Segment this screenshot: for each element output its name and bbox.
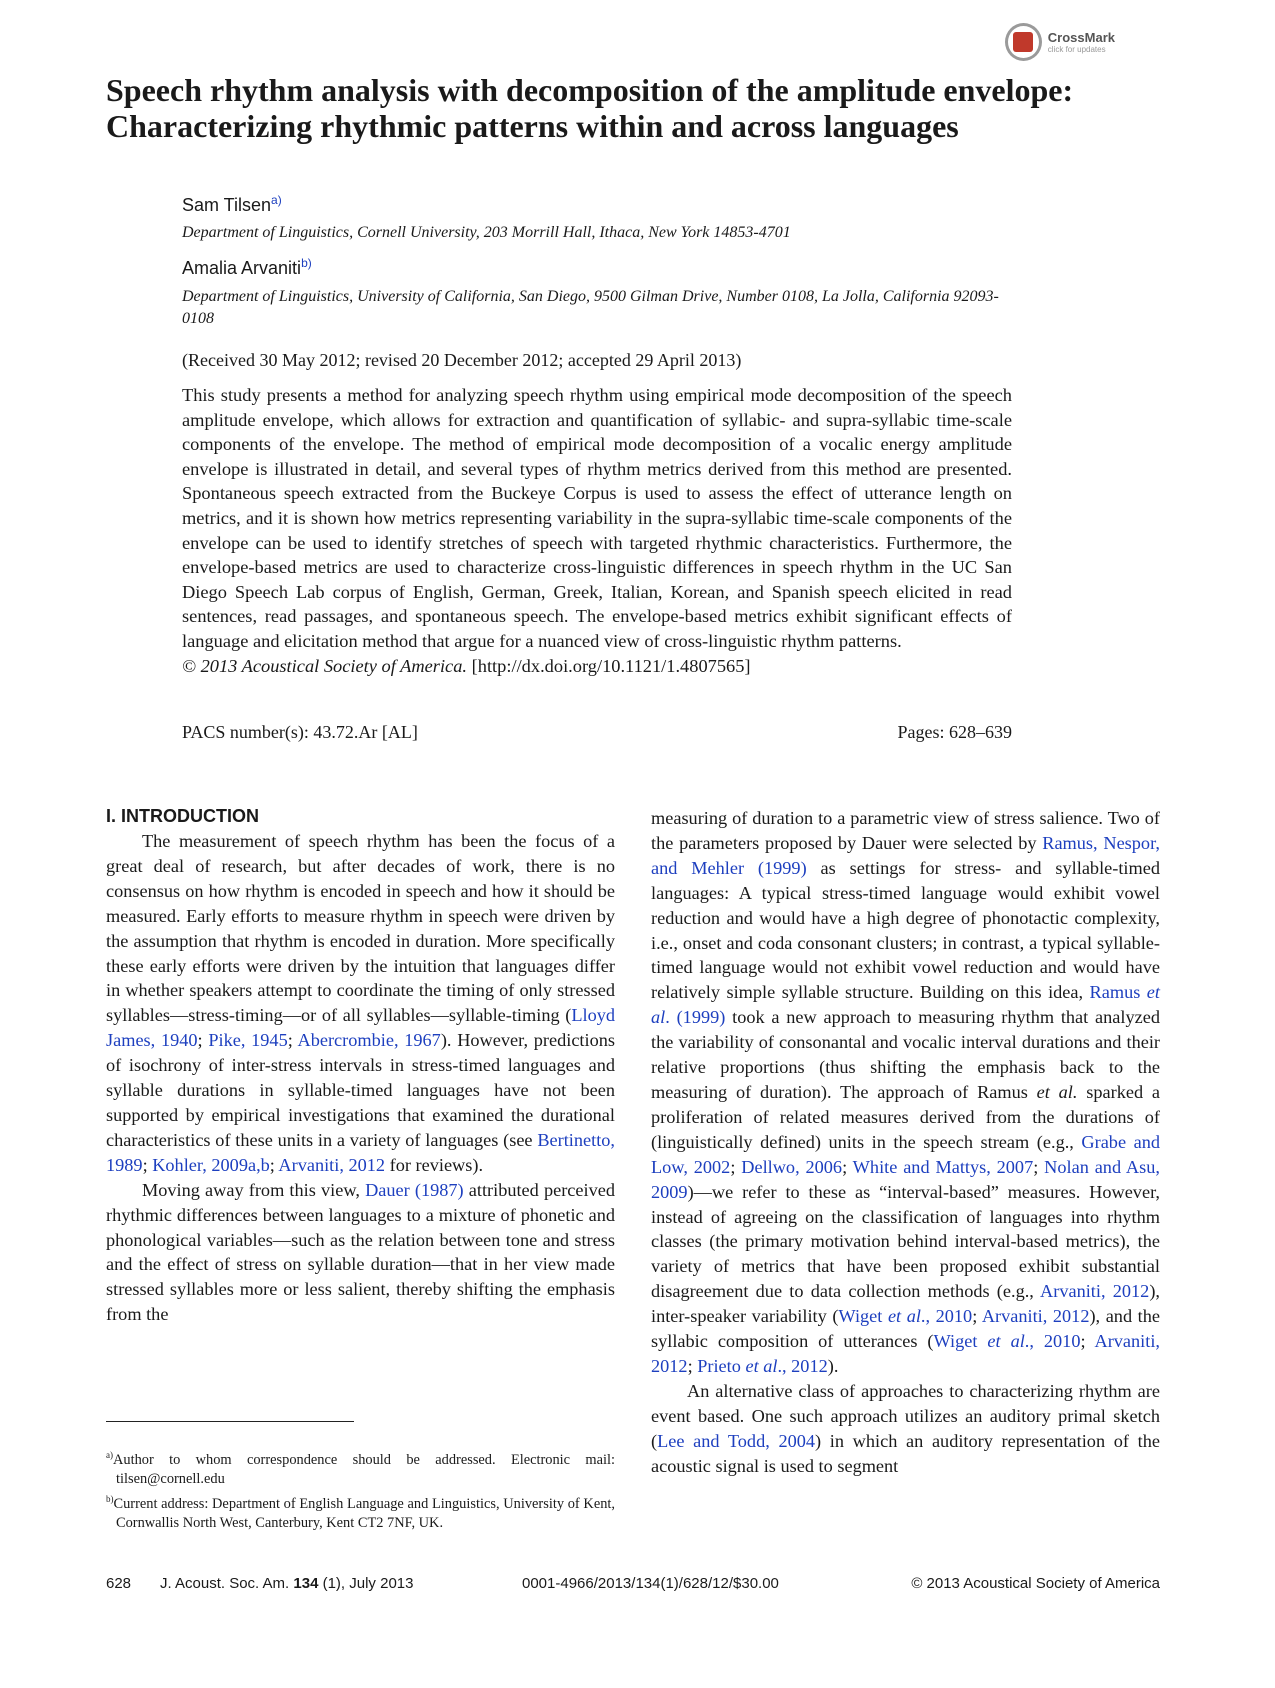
footnotes xyxy=(106,1446,615,1533)
citation-link[interactable]: Wiget et al., 2010 xyxy=(838,1306,973,1327)
citation-link[interactable]: Pike, 1945 xyxy=(208,1030,288,1051)
paragraph: An alternative class of approaches to characterizing rhythm are event based. One such approach utilizes an auditory primal sketch (Lee and Todd, 2004) in which an auditory representation of the acoustic signal is used to segment xyxy=(651,1380,1160,1476)
footnote-a: $^{a)}$Author to whom correspondence should be addressed. Electronic mail: tilsen@cornell.edu xyxy=(106,1450,615,1488)
journal-citation: J. Acoust. Soc. Am. 134 (1), July 2013 xyxy=(160,1575,414,1592)
crossmark-sublabel: click for updates xyxy=(1047,45,1106,54)
author-2 xyxy=(182,256,312,279)
citation-link[interactable]: Lee and Todd, 2004 xyxy=(657,1430,816,1451)
abstract-doi[interactable]: [http://dx.doi.org/10.1121/1.4807565] xyxy=(471,655,751,676)
crossmark-label: CrossMark xyxy=(1047,30,1115,45)
abstract-copyright: © 2013 Acoustical Society of America. xyxy=(182,655,468,676)
author-2-mark[interactable]: b) xyxy=(301,256,312,270)
left-column xyxy=(106,829,615,1327)
citation-link[interactable]: Arvaniti, 2012 xyxy=(278,1154,386,1175)
citation-link[interactable]: Arvaniti, 2012 xyxy=(981,1306,1090,1327)
article-code: 0001-4966/2013/134(1)/628/12/$30.00 xyxy=(522,1575,779,1592)
paragraph: The measurement of speech rhythm has been the focus of a great deal of research, but after decades of work, there is no consensus on how rhythm is encoded in speech and how it should be measured. Early efforts to measure rhythm in speech were driven by the assumption that rhythm is encoded in duration. More specifically these early efforts were driven by the intuition that languages differ in whether speakers attempt to coordinate the timing of only stressed syllables—stress-timing—or of all syllables—syllable-timing (Lloyd James, 1940; Pike, 1945; Abercrombie, 1967). However, predictions of isochrony of inter-stress intervals in stress-timed languages and syllable durations in syllable-timed languages have not been supported by empirical investigations that examined the durational characteristics of these units in a variety of languages (see Bertinetto, 1989; Kohler, 2009a,b; Arvaniti, 2012 for reviews). xyxy=(106,831,615,1175)
citation-link[interactable]: Dellwo, 2006 xyxy=(741,1156,843,1177)
citation-link[interactable]: Ramus, Nespor, and Mehler (1999) xyxy=(651,832,1161,878)
right-column xyxy=(651,806,1160,1478)
crossmark-icon xyxy=(1005,23,1042,61)
abstract-text: This study presents a method for analyzing speech rhythm using empirical mode decomposition of the speech amplitude envelope, which allows for extraction and quantification of syllabic- and supra-syllabic time-scale components of the envelope. The method of empirical mode decomposition of a vocalic energy amplitude envelope is illustrated in detail, and several types of rhythm metrics derived from this method are presented. Spontaneous speech extracted from the Buckeye Corpus is used to assess the effect of utterance length on metrics, and it is shown how metrics representing variability in the supra-syllabic time-scale components of the envelope can be used to identify stretches of speech with targeted rhythmic characteristics. Furthermore, the envelope-based metrics are used to characterize cross-linguistic differences in speech rhythm in the UC San Diego Speech Lab corpus of English, German, Greek, Italian, Korean, and Spanish speech elicited in read sentences, read passages, and spontaneous speech. The envelope-based metrics exhibit significant effects of language and elicitation method that argue for a nuanced view of cross-linguistic rhythm patterns. xyxy=(182,385,1012,651)
citation-link[interactable]: Arvaniti, 2012 xyxy=(1040,1281,1150,1302)
author-1-name: Sam Tilsen xyxy=(182,195,272,215)
citation-link[interactable]: Prieto et al., 2012 xyxy=(697,1355,828,1376)
citation-link[interactable]: Nolan and Asu, 2009 xyxy=(651,1156,1160,1202)
citation-link[interactable]: Bertinetto, 1989 xyxy=(106,1129,615,1175)
author-1 xyxy=(182,193,282,216)
citation-link[interactable]: Arvaniti, 2012 xyxy=(651,1331,1160,1376)
author-1-mark[interactable]: a) xyxy=(271,193,282,207)
citation-link[interactable]: Grabe and Low, 2002 xyxy=(651,1131,1160,1177)
crossmark-logo[interactable] xyxy=(1005,20,1115,64)
section-heading: I. INTRODUCTION xyxy=(106,806,259,826)
paragraph: Moving away from this view, Dauer (1987) attributed perceived rhythmic differences between languages to a mixture of phonetic and phonological variables—such as the relation between tone and stress and the effect of stress on syllable duration—that in her view made stressed syllables more or less salient, thereby shifting the emphasis from the xyxy=(106,1179,615,1325)
paper-title: Speech rhythm analysis with decomposition of the amplitude envelope: Characterizing rhythmic patterns within and across languages xyxy=(106,72,1074,144)
page-range: Pages: 628–639 xyxy=(897,722,1012,742)
author-2-affiliation: Department of Linguistics, University of California, San Diego, 9500 Gilman Drive, Number 0108, La Jolla, California 92093-0108 xyxy=(182,288,999,327)
paragraph: measuring of duration to a parametric view of stress salience. Two of the parameters proposed by Dauer were selected by Ramus, Nespor, and Mehler (1999) as settings for stress- and syllable-timed languages: A typical stress-timed language would exhibit vowel reduction and would have a high degree of phonotactic complexity, i.e., onset and coda consonant clusters; in contrast, a typical syllable-timed language would not exhibit vowel reduction and would have relatively simple syllable structure. Building on this idea, Ramus et al. (1999) took a new approach to measuring rhythm that analyzed the variability of consonantal and vocalic interval durations and their relative proportions (thus shifting the emphasis back to the measuring of duration). The approach of Ramus et al. sparked a proliferation of related measures derived from the durations of (linguistically defined) units in the speech stream (e.g., Grabe and Low, 2002; Dellwo, 2006; White and Mattys, 2007; Nolan and Asu, 2009)—we refer to these as “interval-based” measures. However, instead of agreeing on the classification of languages into rhythm classes (the primary motivation behind interval-based metrics), the variety of metrics that have been proposed exhibit substantial disagreement due to data collection methods (e.g., Arvaniti, 2012), inter-speaker variability (Wiget et al., 2010; Arvaniti, 2012), and the syllabic composition of utterances (Wiget et al., 2010; Arvaniti, 2012; Prieto et al., 2012). xyxy=(651,808,1161,1376)
author-1-affiliation: Department of Linguistics, Cornell University, 203 Morrill Hall, Ithaca, New York 14853-4701 xyxy=(182,224,791,241)
citation-link[interactable]: Wiget et al., 2010 xyxy=(933,1331,1081,1352)
citation-link[interactable]: Kohler, 2009a,b xyxy=(152,1154,270,1175)
footnote-divider xyxy=(106,1421,354,1422)
citation-link[interactable]: Lloyd James, 1940 xyxy=(106,1005,615,1051)
page-number: 628 xyxy=(106,1575,132,1592)
citation-link[interactable]: Abercrombie, 1967 xyxy=(297,1030,441,1051)
footer-copyright: © 2013 Acoustical Society of America xyxy=(911,1575,1160,1592)
citation-link[interactable]: Ramus et al. (1999) xyxy=(651,982,1160,1028)
author-2-name: Amalia Arvaniti xyxy=(182,258,302,278)
footnote-b: $^{b)}$Current address: Department of English Language and Linguistics, University of Kent, Cornwallis North West, Canterbury, Kent CT2 7NF, UK. xyxy=(106,1493,615,1531)
citation-link[interactable]: White and Mattys, 2007 xyxy=(852,1156,1034,1177)
received-dates: (Received 30 May 2012; revised 20 December 2012; accepted 29 April 2013) xyxy=(182,350,742,370)
pacs-number: PACS number(s): 43.72.Ar [AL] xyxy=(182,722,418,742)
citation-link[interactable]: Dauer (1987) xyxy=(365,1179,464,1200)
abstract xyxy=(182,383,1012,678)
